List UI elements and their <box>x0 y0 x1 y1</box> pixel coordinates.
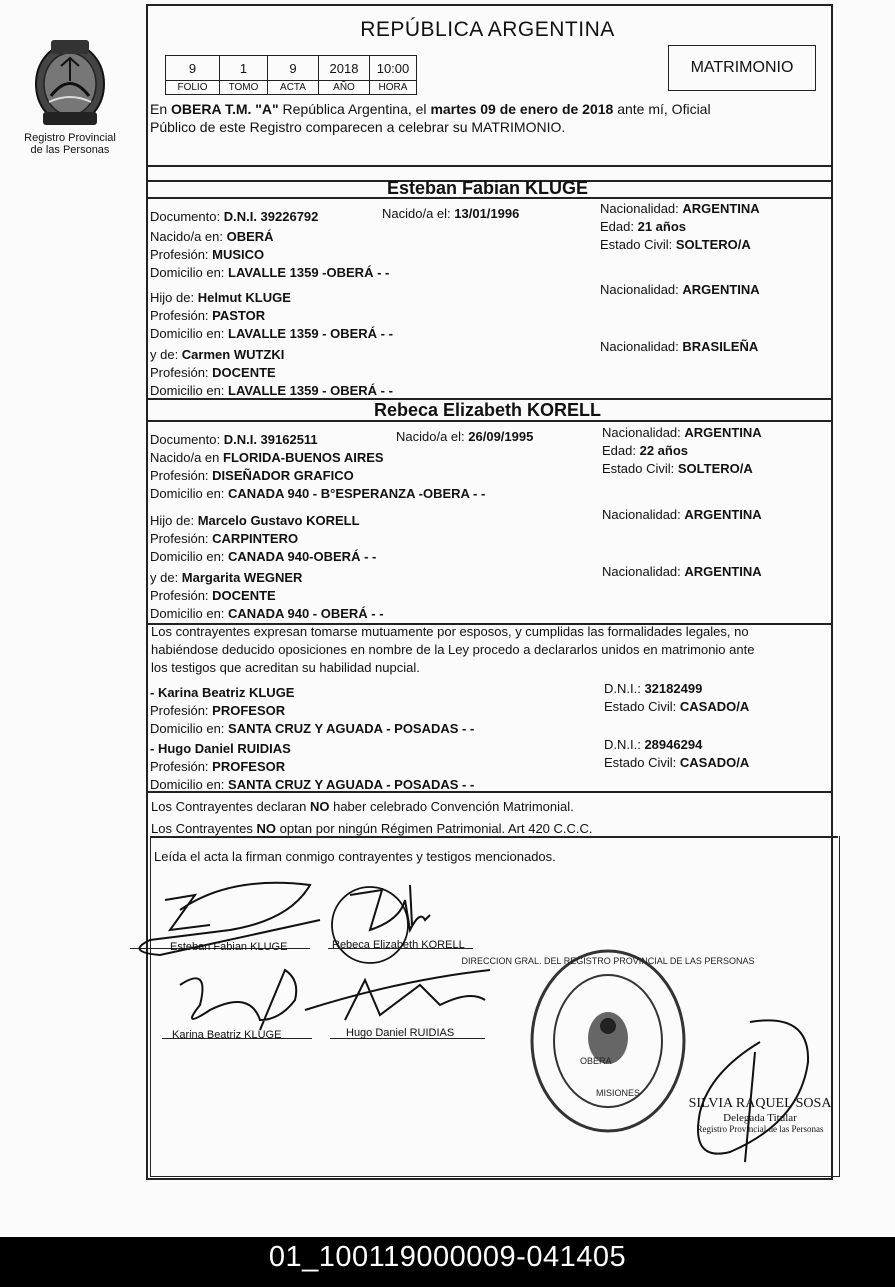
spouse1-name-heading: Esteban Fabian KLUGE <box>386 178 589 198</box>
official-signature-drawing <box>690 1012 820 1172</box>
folio-label: FOLIO <box>166 81 220 95</box>
country-title: REPÚBLICA ARGENTINA <box>360 18 615 41</box>
province-shield-icon <box>31 36 109 128</box>
spouse2-document: Documento: D.N.I. 39162511 <box>150 432 318 447</box>
svg-text:DIRECCION GRAL. DEL REGISTRO P: DIRECCION GRAL. DEL REGISTRO PROVINCIAL DE LAS PERSONAS <box>461 956 755 966</box>
spouse2-father: Hijo de: Marcelo Gustavo KORELL Profesión: CARPINTERO Domicilio en: CANADA 940-OBERÁ - - <box>150 513 377 564</box>
anio-label: AÑO <box>319 81 370 95</box>
svg-text:OBERA: OBERA <box>580 1056 612 1066</box>
anio-value: 2018 <box>319 56 370 81</box>
registry-logo <box>20 36 120 156</box>
spouse2-name-heading: Rebeca Elizabeth KORELL <box>373 400 602 420</box>
signature-label-witness2: Hugo Daniel RUIDIAS <box>346 1027 455 1039</box>
acta-label: ACTA <box>268 81 319 95</box>
seal-emblem-icon <box>461 946 755 1136</box>
official-name: SILVIA RAQUEL SOSA <box>688 1096 832 1111</box>
convention-block: Los Contrayentes declaran NO haber celebrado Convención Matrimonial. Los Contrayentes NO optan por ningún Régimen Patrimonial. Art 420 C.C.C. <box>151 799 593 836</box>
spouse1-mother: y de: Carmen WUTZKI Profesión: DOCENTE Domicilio en: LAVALLE 1359 - OBERÁ - - <box>150 347 393 398</box>
witness2-id-block: D.N.I.: 28946294 Estado Civil: CASADO/A <box>604 737 750 770</box>
declaration-paragraph: Los contrayentes expresan tomarse mutuamente por esposos, y cumplidas las formalidades legales, no habiéndose deducido oposiciones en nombre de la Ley procedo a declararlos unidos en matrimonio ante los testigos que acreditan su habilidad nupcial. <box>151 624 755 675</box>
acta-value: 9 <box>268 56 319 81</box>
official-office: Registro Provincial de las Personas <box>696 1124 824 1134</box>
witness1-details: - Karina Beatriz KLUGE Profesión: PROFESOR Domicilio en: SANTA CRUZ Y AGUADA - POSADAS - - <box>150 685 475 736</box>
svg-text:MISIONES: MISIONES <box>596 1088 641 1098</box>
spouse2-father-nationality: Nacionalidad: ARGENTINA <box>602 507 762 522</box>
spouse2-details: Nacido/a en FLORIDA-BUENOS AIRES Profesión: DISEÑADOR GRAFICO Domicilio en: CANADA 940 - B°ESPERANZA -OBERA - - <box>150 450 486 501</box>
spouse1-birthdate: Nacido/a el: 13/01/1996 <box>382 206 520 221</box>
official-block <box>676 1096 844 1134</box>
official-role: Delegada Titular <box>723 1112 797 1124</box>
spouse1-mother-nationality: Nacionalidad: BRASILEÑA <box>600 339 759 354</box>
folio-value: 9 <box>166 56 220 81</box>
witness2-details: - Hugo Daniel RUIDIAS Profesión: PROFESOR Domicilio en: SANTA CRUZ Y AGUADA - POSADAS - - <box>150 741 475 792</box>
spouse1-document: Documento: D.N.I. 39226792 <box>150 209 319 224</box>
register-type-box: MATRIMONIO <box>668 45 816 91</box>
spouse1-father-nationality: Nacionalidad: ARGENTINA <box>600 282 760 297</box>
logo-caption: Registro Provincial de las Personas <box>24 132 116 156</box>
signature-label-spouse1: Esteban Fabian KLUGE <box>170 941 288 953</box>
signature-label-witness1: Karina Beatriz KLUGE <box>172 1029 282 1041</box>
hora-value: 10:00 <box>370 56 417 81</box>
spouse1-father: Hijo de: Helmut KLUGE Profesión: PASTOR Domicilio en: LAVALLE 1359 - OBERÁ - - <box>150 290 393 341</box>
hora-label: HORA <box>370 81 417 95</box>
intro-paragraph: En OBERA T.M. "A" República Argentina, el martes 09 de enero de 2018 ante mí, Oficial Público de este Registro comparecen a celebrar su MATRIMONIO. <box>150 101 711 135</box>
official-seal <box>461 946 755 1136</box>
spouse2-birthdate: Nacido/a el: 26/09/1995 <box>396 429 534 444</box>
witness1-id-block: D.N.I.: 32182499 Estado Civil: CASADO/A <box>604 681 750 714</box>
tomo-label: TOMO <box>220 81 268 95</box>
spouse2-status-block: Nacionalidad: ARGENTINA Edad: 22 años Estado Civil: SOLTERO/A <box>602 425 762 476</box>
record-number-table <box>165 55 417 95</box>
spouse1-status-block: Nacionalidad: ARGENTINA Edad: 21 años Estado Civil: SOLTERO/A <box>600 201 760 252</box>
tomo-value: 1 <box>220 56 268 81</box>
closing-text: Leída el acta la firman conmigo contrayentes y testigos mencionados. <box>154 849 556 864</box>
document-id-footer: 01_100119000009-041405 <box>0 1237 895 1287</box>
spouse2-mother-nationality: Nacionalidad: ARGENTINA <box>602 564 762 579</box>
spouse1-details: Nacido/a en: OBERÁ Profesión: MUSICO Domicilio en: LAVALLE 1359 -OBERÁ - - <box>150 229 390 280</box>
signature-label-spouse2: Rebeca Elizabeth KORELL <box>332 939 465 951</box>
spouse2-mother: y de: Margarita WEGNER Profesión: DOCENTE Domicilio en: CANADA 940 - OBERÁ - - <box>150 570 384 621</box>
